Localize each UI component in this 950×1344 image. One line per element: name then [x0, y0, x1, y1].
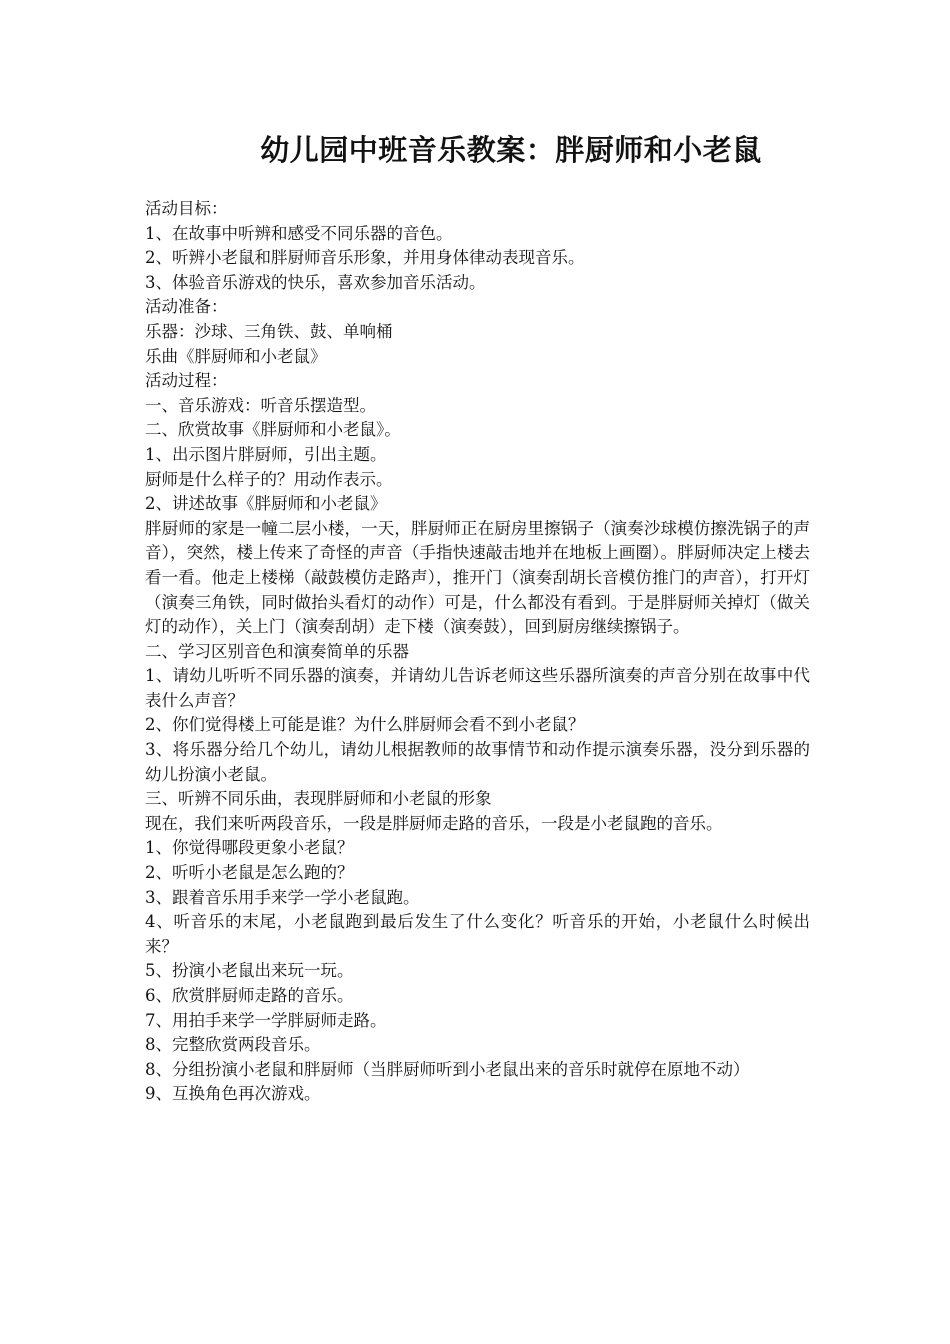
- process-substep: 2、听听小老鼠是怎么跑的？: [145, 863, 354, 883]
- preparation-item: 乐器：沙球、三角铁、鼓、单响桶: [145, 321, 393, 341]
- goal-item: 3、体验音乐游戏的快乐，喜欢参加音乐活动。: [145, 272, 486, 292]
- section-heading-preparation: 活动准备：: [145, 297, 228, 317]
- process-substep: 2、你们觉得楼上可能是谁？为什么胖厨师会看不到小老鼠？: [145, 715, 585, 735]
- process-substep: 1、你觉得哪段更象小老鼠？: [145, 838, 354, 858]
- preparation-item: 乐曲《胖厨师和小老鼠》: [145, 346, 327, 366]
- process-substep: 8、完整欣赏两段音乐。: [145, 1035, 321, 1055]
- goal-item: 1、在故事中听辨和感受不同乐器的音色。: [145, 223, 453, 243]
- document-title: 幼儿园中班音乐教案：胖厨师和小老鼠: [260, 133, 762, 167]
- process-step: 二、欣赏故事《胖厨师和小老鼠》。: [145, 420, 401, 440]
- process-substep: 8、分组扮演小老鼠和胖厨师（当胖厨师听到小老鼠出来的音乐时就停在原地不动）: [145, 1059, 750, 1079]
- section-heading-process: 活动过程：: [145, 371, 228, 391]
- process-substep: 3、跟着音乐用手来学一学小老鼠跑。: [145, 887, 420, 907]
- process-substep: 1、请幼儿听听不同乐器的演奏，并请幼儿告诉老师这些乐器所演奏的声音分别在故事中代表什么声音？: [145, 666, 810, 710]
- story-paragraph: 胖厨师的家是一幢二层小楼，一天，胖厨师正在厨房里擦锅子（演奏沙球模仿擦洗锅子的声音），突然，楼上传来了奇怪的声音（手指快速敲击地并在地板上画圈）。胖厨师决定上楼去看一看。他走上楼梯（敲鼓模仿走路声），推开门（演奏刮胡长音模仿推门的声音），打开灯（演奏三角铁，同时做抬头看灯的动作）可是，什么都没有看到。于是胖厨师关掉灯（做关灯的动作），关上门（演奏刮胡）走下楼（演奏鼓），回到厨房继续擦锅子。: [145, 518, 810, 637]
- process-text: 厨师是什么样子的？用动作表示。: [145, 469, 393, 489]
- process-text: 现在，我们来听两段音乐，一段是胖厨师走路的音乐，一段是小老鼠跑的音乐。: [145, 813, 723, 833]
- process-substep: 6、欣赏胖厨师走路的音乐。: [145, 986, 354, 1005]
- document-body: [145, 197, 810, 1107]
- process-substep: 7、用拍手来学一学胖厨师走路。: [145, 1010, 387, 1030]
- process-substep: 4、听音乐的末尾，小老鼠跑到最后发生了什么变化？听音乐的开始，小老鼠什么时候出来？: [145, 912, 810, 956]
- process-step: 一、音乐游戏：听音乐摆造型。: [145, 395, 376, 415]
- process-substep: 1、出示图片胖厨师，引出主题。: [145, 444, 387, 464]
- process-step: 二、学习区别音色和演奏简单的乐器: [145, 641, 409, 661]
- process-substep: 2、讲述故事《胖厨师和小老鼠》: [145, 494, 387, 514]
- process-substep: 5、扮演小老鼠出来玩一玩。: [145, 961, 354, 981]
- process-step: 三、听辨不同乐曲，表现胖厨师和小老鼠的形象: [145, 789, 492, 809]
- process-substep: 9、互换角色再次游戏。: [145, 1084, 321, 1104]
- goal-item: 2、听辨小老鼠和胖厨师音乐形象，并用身体律动表现音乐。: [145, 248, 585, 268]
- section-heading-goals: 活动目标：: [145, 199, 228, 218]
- process-substep: 3、将乐器分给几个幼儿，请幼儿根据教师的故事情节和动作提示演奏乐器，没分到乐器的幼儿扮演小老鼠。: [145, 740, 810, 784]
